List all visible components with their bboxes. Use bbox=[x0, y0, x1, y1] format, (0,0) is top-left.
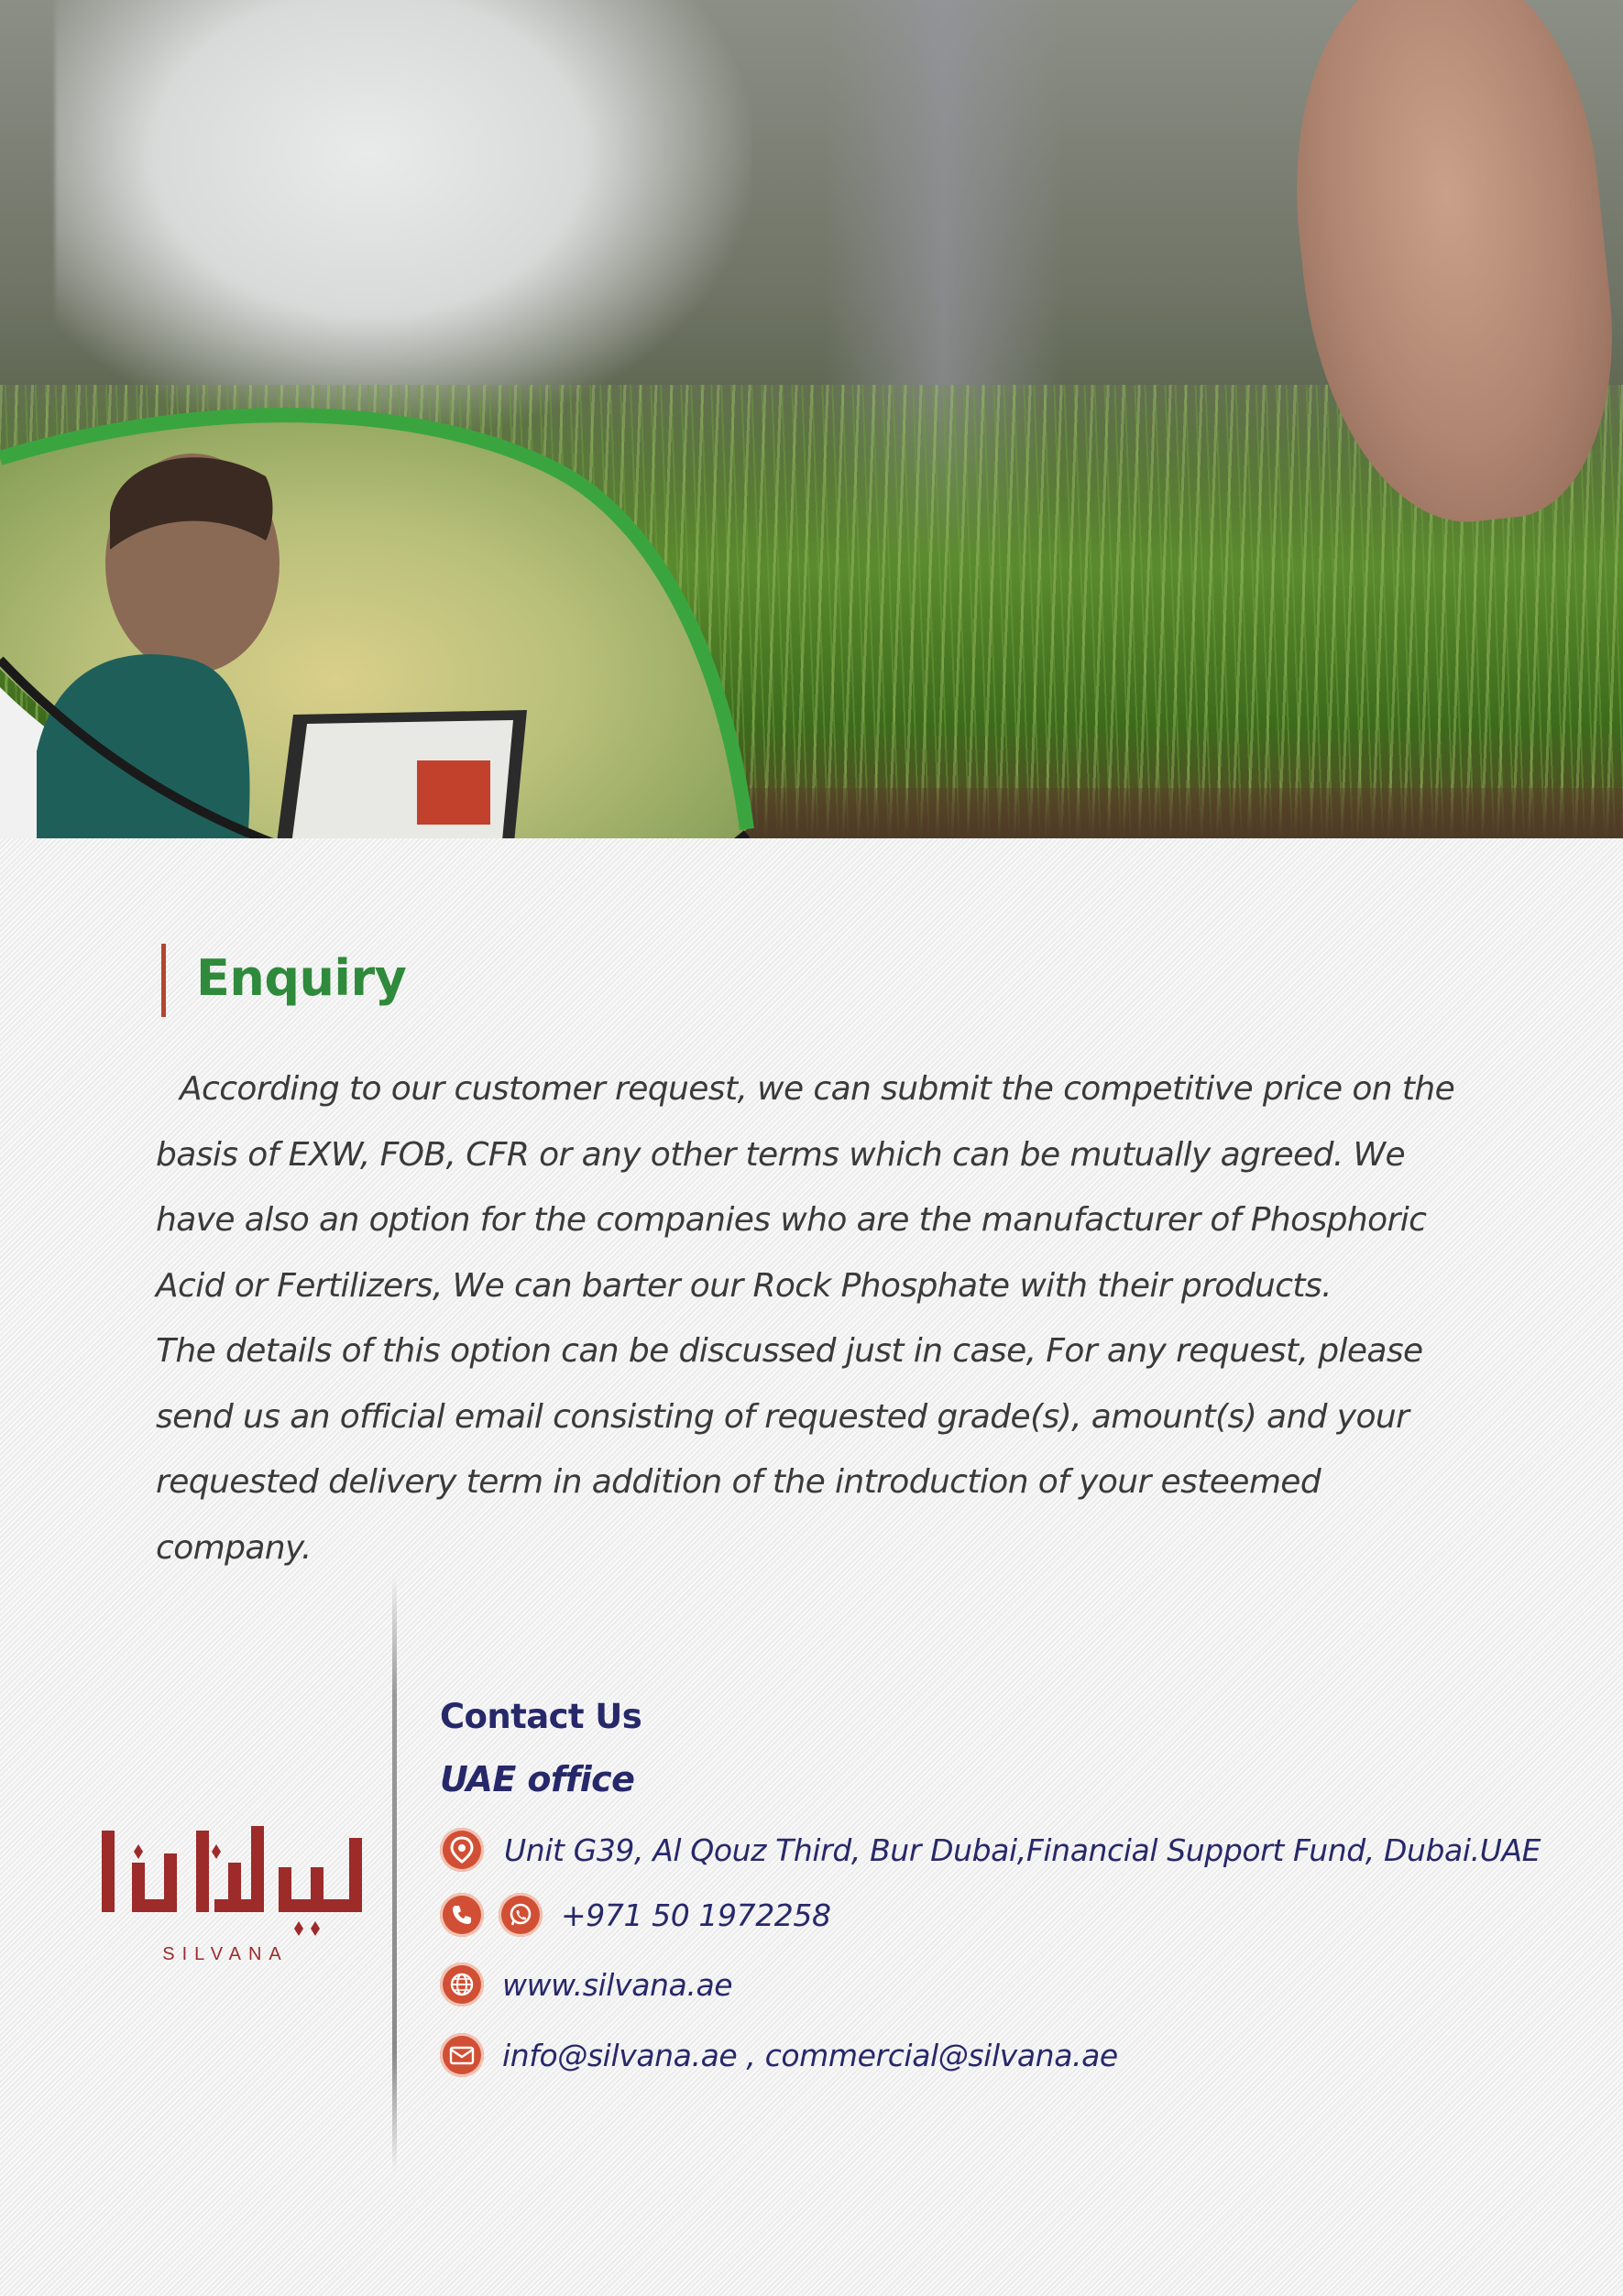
globe-icon bbox=[440, 1963, 484, 2006]
hero-wave-overlay bbox=[0, 0, 1623, 838]
mail-icon bbox=[440, 2033, 484, 2077]
whatsapp-icon bbox=[499, 1893, 543, 1937]
enquiry-body bbox=[156, 1056, 1475, 1580]
logo-latin-text: SILVANA bbox=[162, 1944, 289, 1964]
footer-divider bbox=[392, 1576, 397, 2171]
office-title: UAE office bbox=[440, 1759, 635, 1799]
address-text: Unit G39, Al Qouz Third, Bur Dubai,Financial Support Fund, Dubai.UAE bbox=[504, 1831, 1541, 1868]
phone-icon bbox=[440, 1893, 484, 1937]
enquiry-accent-bar bbox=[161, 944, 166, 1017]
contact-title: Contact Us bbox=[440, 1697, 642, 1736]
website-row[interactable] bbox=[440, 1961, 732, 2008]
location-pin-icon bbox=[440, 1828, 484, 1872]
enquiry-paragraph-1: According to our customer request, we can submit the competitive price on the basis of EXW, FOB, CFR or any other terms which can be mutually agreed. We have also an option for the companies who are the manufacturer of Phosphoric Acid or Fertilizers, We can barter our Rock Phosphate with their products. bbox=[156, 1070, 1455, 1305]
hero-image bbox=[0, 0, 1623, 838]
enquiry-title: Enquiry bbox=[196, 949, 407, 1007]
email-row[interactable] bbox=[440, 2031, 1118, 2079]
phone-row[interactable] bbox=[440, 1891, 831, 1939]
website-link[interactable]: www.silvana.ae bbox=[502, 1966, 733, 2003]
address-row bbox=[440, 1826, 1541, 1874]
silvana-logo-mark bbox=[88, 1819, 363, 1938]
email-addresses[interactable]: info@silvana.ae , commercial@silvana.ae bbox=[502, 2037, 1118, 2073]
enquiry-paragraph-2: The details of this option can be discussed just in case, For any request, please send us an official email consisting of requested grade(s), amount(s) and your requested delivery term in addition of the introduction of your esteemed company. bbox=[156, 1332, 1423, 1567]
silvana-logo bbox=[88, 1819, 363, 1964]
phone-number[interactable]: +971 50 1972258 bbox=[561, 1897, 831, 1933]
